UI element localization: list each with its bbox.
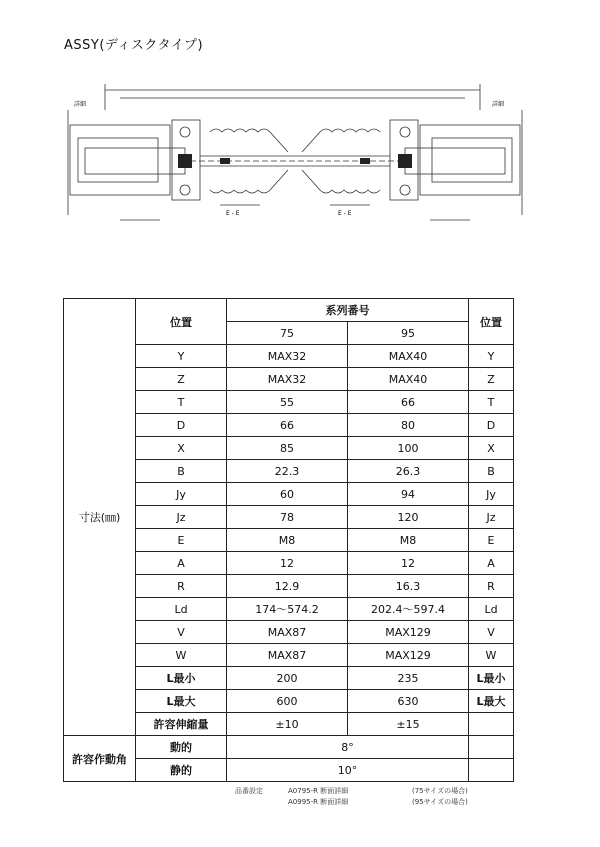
row-position-left: W xyxy=(136,644,227,667)
row-value-95: 12 xyxy=(348,552,469,575)
row-position-left: L最大 xyxy=(136,690,227,713)
row-position-right: T xyxy=(469,391,514,414)
row-position-left: R xyxy=(136,575,227,598)
footnote-label: 品番設定 xyxy=(235,787,263,795)
row-position-left: T xyxy=(136,391,227,414)
footnote-line1-code: A0795-R 断面詳細 xyxy=(288,787,349,795)
right-detail-label: 詳細 xyxy=(492,101,505,108)
row-position-left: Ld xyxy=(136,598,227,621)
row-position-left: Jz xyxy=(136,506,227,529)
row-value-75: MAX32 xyxy=(227,368,348,391)
angle-empty-cell xyxy=(469,759,514,782)
row-position-right: Jz xyxy=(469,506,514,529)
angle-row xyxy=(64,736,514,759)
row-value-75: MAX87 xyxy=(227,644,348,667)
header-series: 系列番号 xyxy=(227,299,469,322)
row-value-95: 26.3 xyxy=(348,460,469,483)
series-75: 75 xyxy=(227,322,348,345)
section-right-label: E - E xyxy=(338,210,352,217)
row-value-75: 22.3 xyxy=(227,460,348,483)
angle-label: 動的 xyxy=(136,736,227,759)
row-position-right xyxy=(469,713,514,736)
row-value-75: 60 xyxy=(227,483,348,506)
row-value-95: MAX129 xyxy=(348,644,469,667)
row-position-left: V xyxy=(136,621,227,644)
row-value-75: MAX87 xyxy=(227,621,348,644)
row-position-right: A xyxy=(469,552,514,575)
row-value-95: ±15 xyxy=(348,713,469,736)
row-value-75: 200 xyxy=(227,667,348,690)
section-left-label: E - E xyxy=(226,210,240,217)
angle-value: 10° xyxy=(227,759,469,782)
row-position-left: D xyxy=(136,414,227,437)
row-position-right: X xyxy=(469,437,514,460)
row-value-75: 78 xyxy=(227,506,348,529)
group-label-dimensions: 寸法(㎜) xyxy=(64,299,136,736)
row-value-75: 600 xyxy=(227,690,348,713)
row-position-right: Y xyxy=(469,345,514,368)
row-position-left: A xyxy=(136,552,227,575)
row-value-95: MAX40 xyxy=(348,345,469,368)
row-value-95: 630 xyxy=(348,690,469,713)
row-value-75: MAX32 xyxy=(227,345,348,368)
row-value-75: ±10 xyxy=(227,713,348,736)
row-value-75: 174～574.2 xyxy=(227,598,348,621)
footnote-line1-note: (75サイズの場合) xyxy=(412,787,468,795)
row-position-right: B xyxy=(469,460,514,483)
series-95: 95 xyxy=(348,322,469,345)
row-position-right: R xyxy=(469,575,514,598)
spec-table-body xyxy=(64,299,514,782)
row-value-95: 202.4～597.4 xyxy=(348,598,469,621)
row-value-95: 120 xyxy=(348,506,469,529)
row-value-95: MAX40 xyxy=(348,368,469,391)
row-position-right: Ld xyxy=(469,598,514,621)
row-value-95: 66 xyxy=(348,391,469,414)
row-position-left: L最小 xyxy=(136,667,227,690)
row-value-95: 235 xyxy=(348,667,469,690)
row-value-75: 66 xyxy=(227,414,348,437)
row-position-left: X xyxy=(136,437,227,460)
header-position-left: 位置 xyxy=(136,299,227,345)
left-detail-label: 詳細 xyxy=(74,101,87,108)
row-position-left: E xyxy=(136,529,227,552)
row-position-right: W xyxy=(469,644,514,667)
row-value-95: MAX129 xyxy=(348,621,469,644)
angle-empty-cell xyxy=(469,736,514,759)
row-position-right: D xyxy=(469,414,514,437)
row-value-75: 55 xyxy=(227,391,348,414)
row-value-75: M8 xyxy=(227,529,348,552)
footnote-line2-code: A0995-R 断面詳細 xyxy=(288,798,349,806)
row-position-right: L最大 xyxy=(469,690,514,713)
row-position-left: 許容伸縮量 xyxy=(136,713,227,736)
row-value-95: 94 xyxy=(348,483,469,506)
row-value-95: M8 xyxy=(348,529,469,552)
row-value-95: 100 xyxy=(348,437,469,460)
row-value-75: 85 xyxy=(227,437,348,460)
row-position-right: V xyxy=(469,621,514,644)
row-position-left: Z xyxy=(136,368,227,391)
assembly-drawing xyxy=(60,70,530,240)
footnote-line2-note: (95サイズの場合) xyxy=(412,798,468,806)
row-position-left: B xyxy=(136,460,227,483)
header-position-right: 位置 xyxy=(469,299,514,345)
row-position-right: Jy xyxy=(469,483,514,506)
row-position-left: Jy xyxy=(136,483,227,506)
angle-label: 静的 xyxy=(136,759,227,782)
angle-value: 8° xyxy=(227,736,469,759)
page-title: ASSY(ディスクタイプ) xyxy=(64,38,204,53)
spec-table xyxy=(63,298,514,782)
row-position-left: Y xyxy=(136,345,227,368)
row-value-95: 80 xyxy=(348,414,469,437)
row-value-75: 12 xyxy=(227,552,348,575)
row-value-95: 16.3 xyxy=(348,575,469,598)
row-position-right: Z xyxy=(469,368,514,391)
row-position-right: L最小 xyxy=(469,667,514,690)
row-value-75: 12.9 xyxy=(227,575,348,598)
row-position-right: E xyxy=(469,529,514,552)
group-label-angle: 許容作動角 xyxy=(64,736,136,782)
